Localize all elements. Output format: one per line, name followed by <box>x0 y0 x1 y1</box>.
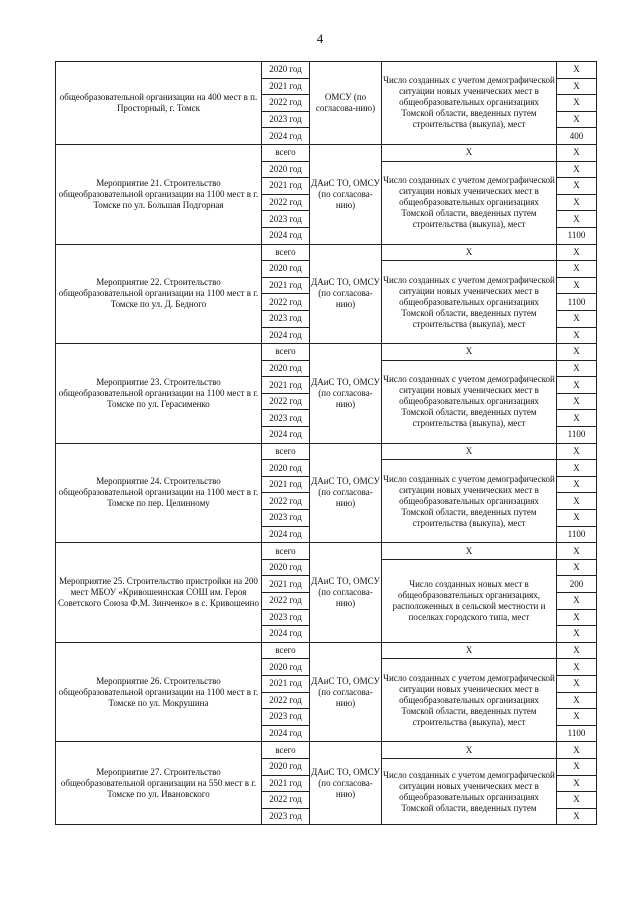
year-cell: 2021 год <box>262 775 310 792</box>
year-cell: 2022 год <box>262 692 310 709</box>
year-cell: 2020 год <box>262 460 310 477</box>
year-cell: 2021 год <box>262 178 310 195</box>
indicator-cell: Число созданных с учетом демографической ситуации новых ученических мест в общеобразовательных организациях Томской области, введенных путем строительства (выкупа), мест <box>382 659 557 742</box>
value-cell: Х <box>557 775 597 792</box>
year-cell: 2020 год <box>262 360 310 377</box>
year-cell: всего <box>262 244 310 261</box>
executor-cell: ДАиС ТО, ОМСУ (по согласова-нию) <box>310 642 382 742</box>
year-cell: 2024 год <box>262 128 310 145</box>
indicator-total-cell: Х <box>382 642 557 659</box>
value-cell: Х <box>557 543 597 560</box>
value-cell: Х <box>557 675 597 692</box>
year-cell: 2022 год <box>262 95 310 112</box>
table-row <box>56 742 597 759</box>
year-cell: 2024 год <box>262 626 310 643</box>
value-cell: Х <box>557 194 597 211</box>
value-cell: Х <box>557 410 597 427</box>
table-row <box>56 543 597 560</box>
value-cell: Х <box>557 808 597 825</box>
indicator-cell: Число созданных с учетом демографической ситуации новых ученических мест в общеобразовательных организациях Томской области, введенных путем строительства (выкупа), мест <box>382 62 557 145</box>
value-cell: Х <box>557 460 597 477</box>
executor-cell: ДАиС ТО, ОМСУ (по согласова-нию) <box>310 742 382 825</box>
measure-name: Мероприятие 22. Строительство общеобразовательной организации на 1100 мест в г. Томске по ул. Д. Бедного <box>56 244 262 344</box>
indicator-cell: Число созданных с учетом демографической ситуации новых ученических мест в общеобразовательных организациях Томской области, введенных путем строительства (выкупа), мест <box>382 261 557 344</box>
value-cell: Х <box>557 277 597 294</box>
table-row <box>56 344 597 361</box>
value-cell: 1100 <box>557 227 597 244</box>
executor-cell: ДАиС ТО, ОМСУ (по согласова-нию) <box>310 144 382 244</box>
value-cell: Х <box>557 78 597 95</box>
year-cell: 2021 год <box>262 476 310 493</box>
value-cell: 1100 <box>557 526 597 543</box>
year-cell: 2024 год <box>262 227 310 244</box>
value-cell: 400 <box>557 128 597 145</box>
executor-cell: ДАиС ТО, ОМСУ (по согласова-нию) <box>310 344 382 444</box>
year-cell: всего <box>262 742 310 759</box>
value-cell: Х <box>557 327 597 344</box>
value-cell: Х <box>557 178 597 195</box>
indicator-cell: Число созданных с учетом демографической ситуации новых ученических мест в общеобразовательных организациях Томской области, введенных путем <box>382 758 557 824</box>
value-cell: Х <box>557 261 597 278</box>
value-cell: Х <box>557 626 597 643</box>
year-cell: 2023 год <box>262 111 310 128</box>
year-cell: 2022 год <box>262 294 310 311</box>
year-cell: 2022 год <box>262 393 310 410</box>
year-cell: всего <box>262 642 310 659</box>
value-cell: Х <box>557 709 597 726</box>
year-cell: 2021 год <box>262 277 310 294</box>
year-cell: 2020 год <box>262 758 310 775</box>
year-cell: 2023 год <box>262 310 310 327</box>
value-cell: Х <box>557 310 597 327</box>
value-cell: 1100 <box>557 725 597 742</box>
table-row <box>56 244 597 261</box>
year-cell: 2023 год <box>262 808 310 825</box>
table-row <box>56 144 597 161</box>
year-cell: 2020 год <box>262 261 310 278</box>
executor-cell: ДАиС ТО, ОМСУ (по согласова-нию) <box>310 443 382 543</box>
year-cell: 2022 год <box>262 194 310 211</box>
year-cell: 2023 год <box>262 211 310 228</box>
value-cell: Х <box>557 377 597 394</box>
year-cell: 2023 год <box>262 709 310 726</box>
year-cell: 2020 год <box>262 659 310 676</box>
value-cell: Х <box>557 95 597 112</box>
measure-name: Мероприятие 26. Строительство общеобразовательной организации на 1100 мест в г. Томске по ул. Мокрушина <box>56 642 262 742</box>
indicator-total-cell: Х <box>382 144 557 161</box>
indicator-total-cell: Х <box>382 742 557 759</box>
value-cell: Х <box>557 692 597 709</box>
page-number: 4 <box>316 31 324 46</box>
value-cell: Х <box>557 62 597 79</box>
value-cell: Х <box>557 792 597 809</box>
indicator-total-cell: Х <box>382 543 557 560</box>
year-cell: всего <box>262 443 310 460</box>
value-cell: Х <box>557 758 597 775</box>
year-cell: 2024 год <box>262 725 310 742</box>
value-cell: 1100 <box>557 427 597 444</box>
year-cell: 2020 год <box>262 559 310 576</box>
measure-name: Мероприятие 27. Строительство общеобразовательной организации на 550 мест в г. Томске по ул. Ивановского <box>56 742 262 825</box>
value-cell: Х <box>557 111 597 128</box>
value-cell: Х <box>557 360 597 377</box>
year-cell: всего <box>262 543 310 560</box>
value-cell: Х <box>557 476 597 493</box>
year-cell: 2022 год <box>262 493 310 510</box>
year-cell: 2024 год <box>262 427 310 444</box>
value-cell: Х <box>557 161 597 178</box>
year-cell: 2021 год <box>262 675 310 692</box>
value-cell: 200 <box>557 576 597 593</box>
measure-name: Мероприятие 25. Строительство пристройки на 200 мест МБОУ «Кривошеинская СОШ им. Героя Советского Союза Ф.М. Зинченко» в с. Кривошеино <box>56 543 262 643</box>
value-cell: Х <box>557 443 597 460</box>
year-cell: 2024 год <box>262 526 310 543</box>
table-row <box>56 443 597 460</box>
indicator-total-cell: Х <box>382 344 557 361</box>
indicator-total-cell: Х <box>382 244 557 261</box>
value-cell: Х <box>557 593 597 610</box>
year-cell: всего <box>262 144 310 161</box>
executor-cell: ОМСУ (по согласова-нию) <box>310 62 382 145</box>
measure-name: Мероприятие 24. Строительство общеобразовательной организации на 1100 мест в г. Томске по пер. Целинному <box>56 443 262 543</box>
value-cell: Х <box>557 211 597 228</box>
value-cell: Х <box>557 609 597 626</box>
indicator-total-cell: Х <box>382 443 557 460</box>
year-cell: 2022 год <box>262 792 310 809</box>
year-cell: 2021 год <box>262 576 310 593</box>
executor-cell: ДАиС ТО, ОМСУ (по согласова-нию) <box>310 543 382 643</box>
value-cell: Х <box>557 144 597 161</box>
value-cell: Х <box>557 642 597 659</box>
year-cell: 2022 год <box>262 593 310 610</box>
indicator-cell: Число созданных с учетом демографической ситуации новых ученических мест в общеобразовательных организациях Томской области, введенных путем строительства (выкупа), мест <box>382 360 557 443</box>
value-cell: Х <box>557 742 597 759</box>
value-cell: 1100 <box>557 294 597 311</box>
year-cell: всего <box>262 344 310 361</box>
executor-cell: ДАиС ТО, ОМСУ (по согласова-нию) <box>310 244 382 344</box>
year-cell: 2020 год <box>262 62 310 79</box>
value-cell: Х <box>557 244 597 261</box>
indicator-cell: Число созданных с учетом демографической ситуации новых ученических мест в общеобразовательных организациях Томской области, введенных путем строительства (выкупа), мест <box>382 161 557 244</box>
value-cell: Х <box>557 493 597 510</box>
indicator-cell: Число созданных новых мест в общеобразовательных организациях, расположенных в сельской местности и поселках городского типа, мест <box>382 559 557 642</box>
indicator-cell: Число созданных с учетом демографической ситуации новых ученических мест в общеобразовательных организациях Томской области, введенных путем строительства (выкупа), мест <box>382 460 557 543</box>
value-cell: Х <box>557 393 597 410</box>
year-cell: 2023 год <box>262 609 310 626</box>
value-cell: Х <box>557 344 597 361</box>
measure-name: общеобразовательной организации на 400 мест в п. Просторный, г. Томск <box>56 62 262 145</box>
year-cell: 2020 год <box>262 161 310 178</box>
value-cell: Х <box>557 559 597 576</box>
year-cell: 2023 год <box>262 510 310 527</box>
value-cell: Х <box>557 659 597 676</box>
measure-name: Мероприятие 23. Строительство общеобразовательной организации на 1100 мест в г. Томске по ул. Герасименко <box>56 344 262 444</box>
year-cell: 2024 год <box>262 327 310 344</box>
table-row <box>56 62 597 79</box>
table-row <box>56 642 597 659</box>
year-cell: 2021 год <box>262 78 310 95</box>
value-cell: Х <box>557 510 597 527</box>
measures-table <box>55 61 597 825</box>
measure-name: Мероприятие 21. Строительство общеобразовательной организации на 1100 мест в г. Томске по ул. Большая Подгорная <box>56 144 262 244</box>
year-cell: 2021 год <box>262 377 310 394</box>
year-cell: 2023 год <box>262 410 310 427</box>
